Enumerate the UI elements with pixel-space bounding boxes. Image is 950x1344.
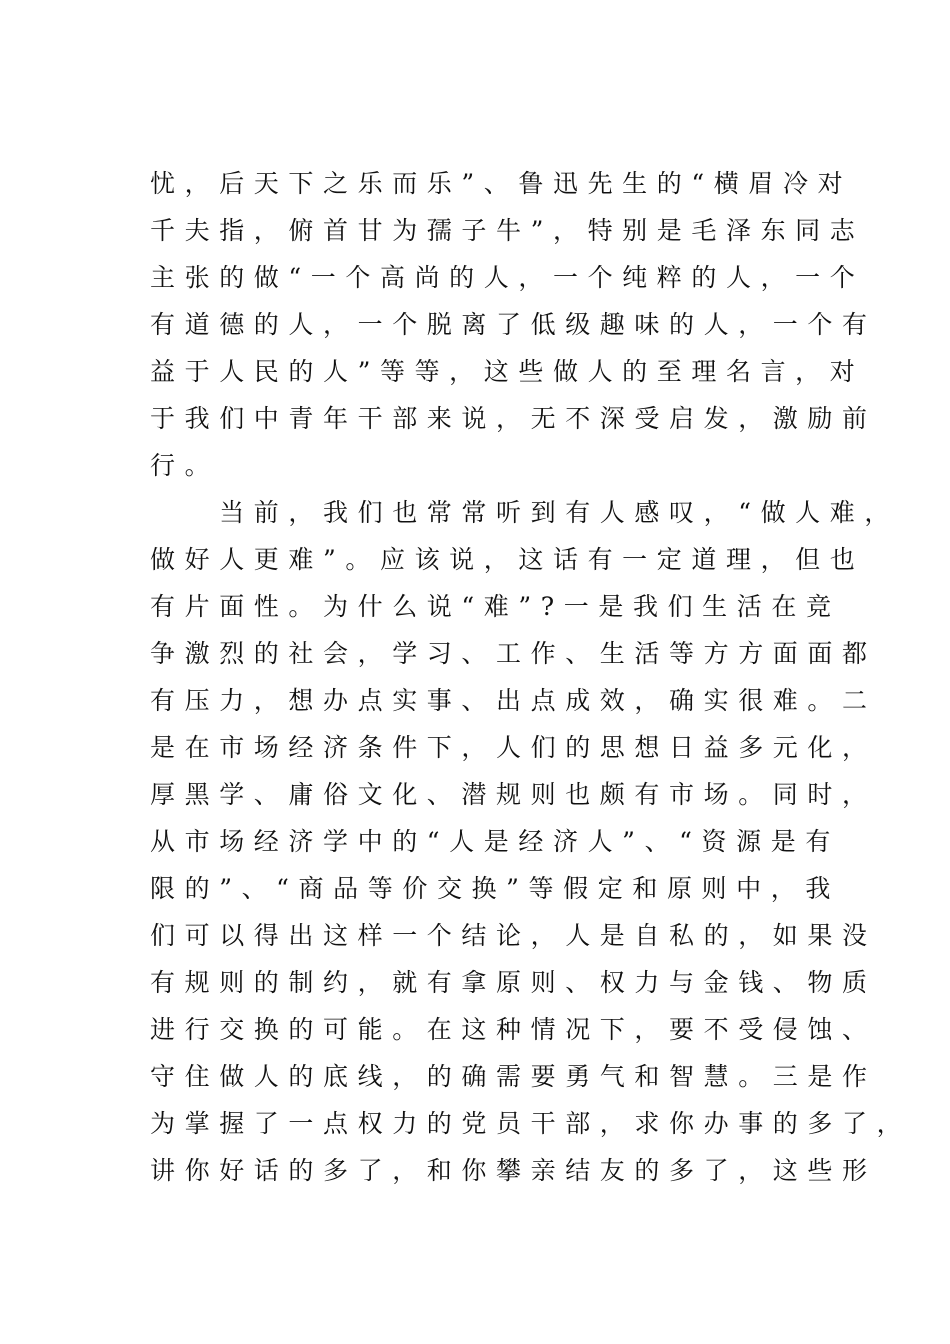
text-line: 守住做人的底线，的确需要勇气和智慧。三是作 [150,1062,877,1091]
text-line: 千夫指，俯首甘为孺子牛”，特别是毛泽东同志 [150,216,865,245]
text-line: 于我们中青年干部来说，无不深受启发，激励前 [150,404,877,433]
text-line: 讲你好话的多了，和你攀亲结友的多了，这些形 [150,1156,877,1185]
text-line: 忧，后天下之乐而乐”、鲁迅先生的“横眉冷对 [150,169,853,198]
text-line: 为掌握了一点权力的党员干部，求你办事的多了， [150,1109,912,1138]
text-line: 有规则的制约，就有拿原则、权力与金钱、物质 [150,968,877,997]
text-line: 益于人民的人”等等，这些做人的至理名言，对 [150,357,865,386]
text-line: 限的”、“商品等价交换”等假定和原则中，我 [150,874,840,903]
text-line: 做好人更难”。应该说，这话有一定道理，但也 [150,545,865,574]
text-line: 主张的做“一个高尚的人，一个纯粹的人，一个 [150,263,865,292]
text-line: 厚黑学、庸俗文化、潜规则也颇有市场。同时， [150,780,877,809]
text-line: 争激烈的社会，学习、工作、生活等方方面面都 [150,639,877,668]
text-line: 有道德的人，一个脱离了低级趣味的人，一个有 [150,310,877,339]
text-line: 行。 [150,451,220,480]
text-line: 有片面性。为什么说“难”?一是我们生活在竞 [150,592,841,621]
text-line: 有压力，想办点实事、出点成效，确实很难。二 [150,686,877,715]
text-line: 进行交换的可能。在这种情况下，要不受侵蚀、 [150,1015,877,1044]
text-line: 从市场经济学中的“人是经济人”、“资源是有 [150,827,840,856]
text-line: 是在市场经济条件下，人们的思想日益多元化， [150,733,877,762]
text-line: 当前，我们也常常听到有人感叹，“做人难， [150,498,899,527]
body-text [150,160,912,1194]
text-line: 们可以得出这样一个结论，人是自私的，如果没 [150,921,877,950]
